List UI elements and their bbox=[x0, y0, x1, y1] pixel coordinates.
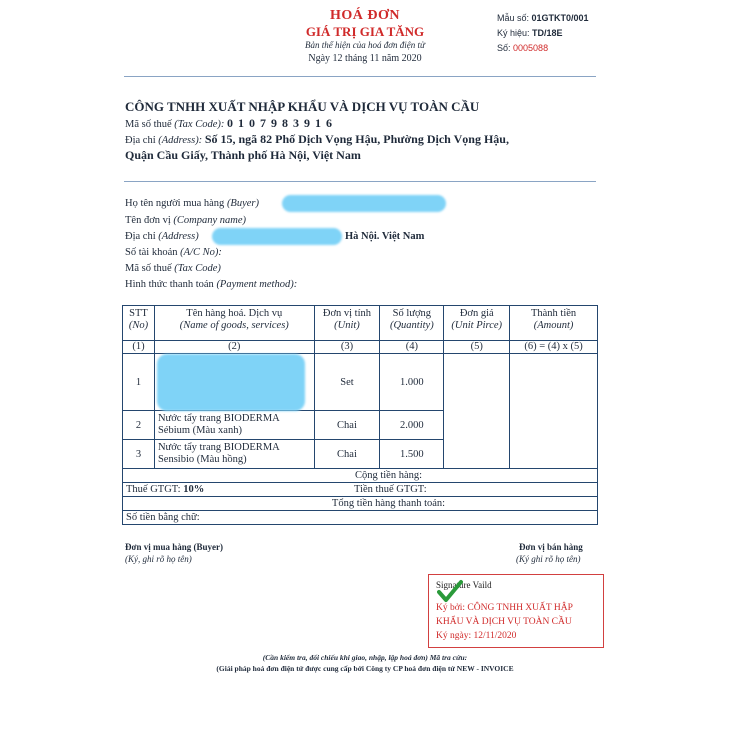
buyer-address-label-en: (Address) bbox=[158, 231, 199, 242]
buyer-address-label: Địa chỉ bbox=[125, 231, 156, 242]
signed-date bbox=[436, 631, 516, 641]
col-number: (6) = (4) x (5) bbox=[510, 341, 598, 354]
header-label: Tên hàng hoá. Dịch vụ bbox=[186, 308, 283, 319]
row-name-line2: Sensibio (Màu hồng) bbox=[157, 454, 247, 465]
number-label: Số: bbox=[497, 43, 511, 53]
row-name-redacted bbox=[154, 354, 314, 411]
symbol-label: Ký hiệu: bbox=[497, 28, 530, 38]
header-label: STT bbox=[129, 308, 148, 319]
row-name-line1: Nước tẩy trang BIODERMA bbox=[157, 442, 280, 453]
col-number: (1) bbox=[123, 341, 155, 354]
row-no: 3 bbox=[123, 440, 155, 469]
items-table bbox=[122, 305, 598, 525]
footer-provider: (Giải pháp hoá đơn điện tử được cung cấp bởi Công ty CP hoá đơn điện tử NEW - INVOICE bbox=[216, 664, 514, 673]
symbol-value: TD/18E bbox=[532, 28, 563, 38]
buyer-payment-label: Hình thức thanh toán bbox=[125, 279, 214, 290]
header-label-en: (Amount) bbox=[533, 320, 574, 331]
buyer-tax-row bbox=[125, 263, 221, 274]
subtotal-row bbox=[123, 469, 598, 483]
form-value: 01GTKT0/001 bbox=[531, 13, 589, 23]
col-header-qty bbox=[380, 306, 444, 341]
form-number bbox=[497, 13, 589, 23]
signed-by-line1 bbox=[436, 603, 573, 613]
col-header-unit bbox=[314, 306, 380, 341]
buyer-payment-label-en: (Payment method): bbox=[216, 279, 298, 290]
vat-rate-label: Thuế GTGT: bbox=[126, 484, 181, 495]
buyer-name-label: Họ tên người mua hàng bbox=[125, 198, 225, 209]
amount-cell bbox=[510, 354, 598, 469]
checkmark-icon bbox=[437, 579, 463, 603]
seller-tax-label-en: (Tax Code): bbox=[174, 119, 225, 130]
redacted-item-name bbox=[157, 354, 305, 411]
invoice-subtitle: GIÁ TRỊ GIA TĂNG bbox=[305, 24, 425, 39]
buyer-tax-label-en: (Tax Code) bbox=[174, 263, 221, 274]
header-label: Số lượng bbox=[392, 308, 432, 319]
row-qty: 1.000 bbox=[380, 354, 444, 411]
seller-tax-label: Mã số thuế bbox=[125, 119, 172, 130]
buyer-company-label-en: (Company name) bbox=[173, 215, 247, 226]
col-header-price bbox=[444, 306, 510, 341]
table-row bbox=[123, 354, 598, 411]
invoice-title: HOÁ ĐƠN bbox=[330, 8, 400, 23]
buyer-address-row bbox=[125, 231, 199, 242]
row-no: 2 bbox=[123, 411, 155, 440]
buyer-company-label: Tên đơn vị bbox=[125, 215, 171, 226]
total-row bbox=[123, 497, 598, 511]
buyer-account-row bbox=[125, 247, 222, 258]
divider bbox=[124, 76, 596, 77]
invoice-date: Ngày 12 tháng 11 năm 2020 bbox=[308, 53, 422, 64]
seller-address-label: Địa chỉ bbox=[125, 135, 156, 146]
seller-address-line1: Số 15, ngã 82 Phố Dịch Vọng Hậu, Phường Dịch Vọng Hậu, bbox=[204, 132, 509, 146]
signed-date-value: 12/11/2020 bbox=[473, 631, 517, 641]
buyer-company-row bbox=[125, 215, 246, 226]
header-label: Đơn giá bbox=[459, 308, 494, 319]
row-qty: 2.000 bbox=[380, 411, 444, 440]
digital-signature-box bbox=[428, 574, 604, 648]
seller-address bbox=[125, 132, 509, 147]
buyer-address-visible: Hà Nội. Việt Nam bbox=[345, 231, 425, 242]
seller-address-label-en: (Address): bbox=[158, 135, 203, 146]
seller-tax bbox=[125, 116, 333, 131]
col-number: (5) bbox=[444, 341, 510, 354]
signed-by-label: Ký bởi: bbox=[436, 603, 466, 613]
row-qty: 1.500 bbox=[380, 440, 444, 469]
seller-name: CÔNG TNHH XUẤT NHẬP KHẨU VÀ DỊCH VỤ TOÀN CẦU bbox=[125, 99, 480, 114]
header-label: Thành tiền bbox=[530, 308, 577, 319]
seller-tax-code: 0 1 0 7 9 8 3 9 1 6 bbox=[227, 116, 333, 130]
form-label: Mẫu số: bbox=[497, 13, 530, 23]
buyer-tax-label: Mã số thuế bbox=[125, 263, 172, 274]
buyer-name-row bbox=[125, 198, 259, 209]
divider bbox=[124, 181, 596, 182]
total-label: Tổng tiền hàng thanh toán: bbox=[123, 497, 598, 511]
buyer-name-label-en: (Buyer) bbox=[226, 198, 260, 209]
row-unit: Set bbox=[314, 354, 380, 411]
header-label-en: (Unit) bbox=[334, 320, 360, 331]
row-name bbox=[154, 440, 314, 469]
row-unit: Chai bbox=[314, 440, 380, 469]
row-name-line2: Sébium (Màu xanh) bbox=[157, 425, 242, 436]
subtotal-label: Cộng tiền hàng: bbox=[123, 469, 598, 483]
col-number: (3) bbox=[314, 341, 380, 354]
table-header-row bbox=[123, 306, 598, 341]
row-unit: Chai bbox=[314, 411, 380, 440]
seller-address-line2: Quận Cầu Giấy, Thành phố Hà Nội, Việt Nam bbox=[125, 148, 361, 162]
redacted-buyer-address bbox=[212, 228, 342, 245]
amount-in-words-label: Số tiền bằng chữ: bbox=[123, 511, 598, 525]
row-name bbox=[154, 411, 314, 440]
invoice-number bbox=[497, 43, 548, 53]
row-name-line1: Nước tẩy trang BIODERMA bbox=[157, 413, 280, 424]
vat-row bbox=[123, 483, 598, 497]
symbol bbox=[497, 28, 563, 38]
signature-valid-label: Signature Vaild bbox=[436, 580, 492, 590]
col-header-no bbox=[123, 306, 155, 341]
col-header-amount bbox=[510, 306, 598, 341]
words-row bbox=[123, 511, 598, 525]
buyer-sign-title: Đơn vị mua hàng (Buyer) bbox=[125, 542, 223, 552]
price-cell bbox=[444, 354, 510, 469]
signed-by-line2: KHẨU VÀ DỊCH VỤ TOÀN CẦU bbox=[436, 617, 572, 627]
vat-rate-value: 10% bbox=[183, 484, 205, 495]
redacted-buyer-name bbox=[282, 195, 446, 212]
header-label-en: (No) bbox=[128, 320, 149, 331]
number-value: 0005088 bbox=[513, 43, 549, 53]
col-number: (2) bbox=[154, 341, 314, 354]
buyer-account-label: Số tài khoản bbox=[125, 247, 178, 258]
buyer-sign-note: (Ký, ghi rõ họ tên) bbox=[125, 554, 192, 564]
signed-by-value: CÔNG TNHH XUẤT HẬP bbox=[467, 603, 573, 613]
vat-amount-label: Tiền thuế GTGT: bbox=[314, 483, 597, 497]
seller-sign-note: (Ký ghi rõ họ tên) bbox=[516, 554, 581, 564]
col-header-name bbox=[154, 306, 314, 341]
col-number: (4) bbox=[380, 341, 444, 354]
invoice-note: Bản thể hiện của hoá đơn điện tử bbox=[305, 40, 425, 50]
vat-rate-cell bbox=[123, 483, 315, 497]
header-label-en: (Name of goods, services) bbox=[179, 320, 289, 331]
seller-sign-title: Đơn vị bán hàng bbox=[519, 542, 583, 552]
footer-lookup: (Cần kiểm tra, đối chiếu khi giao, nhập, lập hoá đơn) Mã tra cứu: bbox=[262, 653, 468, 662]
header-label-en: (Unit Pirce) bbox=[451, 320, 503, 331]
buyer-account-label-en: (A/C No): bbox=[180, 247, 222, 258]
col-number-row bbox=[123, 341, 598, 354]
row-no: 1 bbox=[123, 354, 155, 411]
header-label-en: (Quantity) bbox=[389, 320, 434, 331]
buyer-payment-row bbox=[125, 279, 297, 290]
header-label: Đơn vị tính bbox=[322, 308, 372, 319]
signed-date-label: Ký ngày: bbox=[436, 631, 472, 641]
